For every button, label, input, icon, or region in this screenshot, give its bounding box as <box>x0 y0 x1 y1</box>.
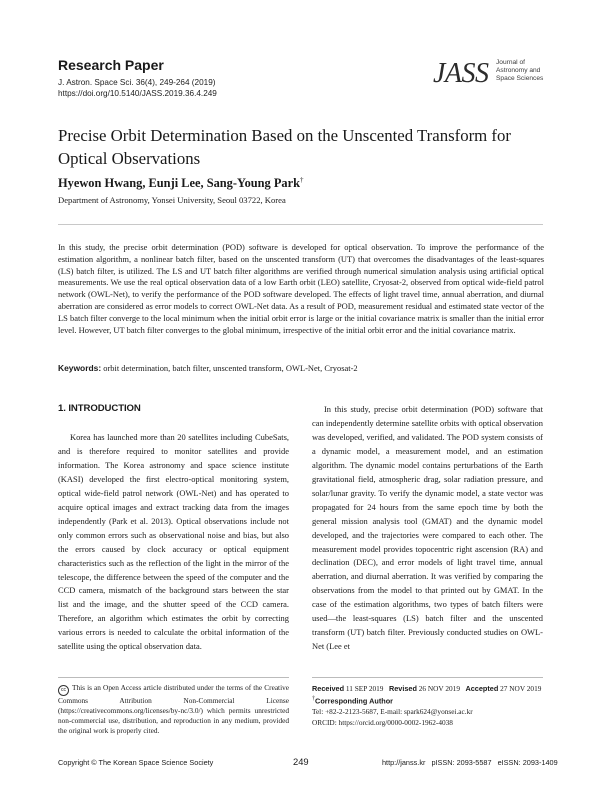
doi-link[interactable]: https://doi.org/10.5140/JASS.2019.36.4.249 <box>58 89 217 98</box>
jass-logo <box>433 58 553 94</box>
logo-mark: JASS <box>433 58 489 89</box>
history-dates <box>312 683 552 694</box>
accepted-date: 27 NOV 2019 <box>500 684 542 693</box>
body-column-left: Korea has launched more than 20 satellites including CubeSats, and is therefore required to monitor satellites and provide information. The Korea astronomy and space science institute (KASI) developed the first electro-optical monitoring system, optical wide-field patrol network (OWL-Net) and has operated to acquire optical images and extract tracking data from the images independently (Park et al. 2013). Optical observations include not only common errors such as observational noise and bias, but also the errors caused by clock accuracy or optical equipment characteristics such as the reflection of the light in the mirror of the telescope, the difference between the speed of the computer and the CCD camera, mismatch of the background stars between the star list and the image, and the shutter speed of the CCD camera. Therefore, an algorithm which estimates the orbit by correcting various errors is needed to calculate the orbital information of the satellite using the optical observation data. <box>58 432 289 652</box>
affiliation: Department of Astronomy, Yonsei University, Seoul 03722, Korea <box>58 195 286 205</box>
journal-citation: J. Astron. Space Sci. 36(4), 249-264 (2019) <box>58 78 216 87</box>
license-text: This is an Open Access article distributed under the terms of the Creative Commons Attribution Non-Commercial License (https://creativecommons.org/licenses/by-nc/3.0/) which permits unrestricted non-commercial use, distribution, and reproduction in any medium, provided the original work is properly cited. <box>58 683 289 735</box>
abstract: In this study, the precise orbit determination (POD) software is developed for optical observation. To improve the performance of the estimation algorithm, a nonlinear batch filter, based on the unscented transform (UT) that overcomes the disadvantages of the least-squares (LS) batch filter, is utilized. The LS and UT batch filter algorithms are verified through numerical simulation analysis using artificial optical measurements. We use the real optical observation data of a low Earth orbit (LEO) satellite, Cryosat-2, observed from optical wide-field patrol network (OWL-Net), to verify the performance of the POD software developed. The effects of light travel time, annual aberration, and diurnal aberration are considered as error models to correct OWL-Net data. As a result of POD, measurement residual and estimated state vector of the LS batch filter converge to the local minimum when the initial orbit error is large or the initial covariance matrix is smaller than the initial error level. However, UT batch filter converges to the global minimum, irrespective of the initial orbit error and the initial covariance matrix. <box>58 242 544 335</box>
article-type-label: Research Paper <box>58 57 164 73</box>
received-date: 11 SEP 2019 <box>345 684 384 693</box>
paper-title: Precise Orbit Determination Based on the Unscented Transform for Optical Observations <box>58 126 511 168</box>
journal-issn: http://janss.kr pISSN: 2093-5587 eISSN: 2093-1409 <box>382 758 558 767</box>
footnote-divider-right <box>312 677 543 678</box>
received-label: Received <box>312 684 345 693</box>
accepted-label: Accepted <box>465 684 499 693</box>
copyright-notice: Copyright © The Korean Space Science Society <box>58 758 214 767</box>
corresponding-author-label: Corresponding Author <box>315 696 394 706</box>
corresponding-mark: † <box>300 176 304 184</box>
contact-info: Tel: +82-2-2123-5687, E-mail: spark624@yonsei.ac.kr <box>312 707 473 717</box>
keywords <box>58 363 544 373</box>
header-divider <box>58 224 543 225</box>
author-list <box>58 176 304 191</box>
body-column-right: In this study, precise orbit determination (POD) software that can independently determine satellite orbits with optical observation was developed, verified, and validated. The POD system consists of a dynamic model, a measurement model, and an estimation algorithm. The dynamic model contains perturbations of the Earth gravitational field, atmospheric drag, solar radiation pressure, and solar/lunar gravity. To verify the dynamic model, a state vector was propagated for 24 hours from the same epoch time by both the general mission analysis tool (GMAT) and the dynamic model developed, and the trajectories were compared to each other. The measurement model provides topocentric right ascension (RA) and declination (DEC), and error models of light travel time, annual aberration, and diurnal aberration. It was verified by comparing the observations from the model to that printed out by GMAT. In the case of the estimation algorithms, two types of batch filters were used—the least-squares (LS) batch filter and the unscented transform (UT) batch filter. Previously conducted studies on OWL-Net (Lee et <box>312 404 543 652</box>
article-history <box>312 683 552 728</box>
logo-subtitle: Journal of Astronomy and Space Sciences <box>496 59 544 82</box>
corresponding-author-mark: † <box>312 696 316 702</box>
revised-date: 26 NOV 2019 <box>418 684 460 693</box>
orcid[interactable]: ORCID: https://orcid.org/0000-0002-1962-4038 <box>312 718 453 728</box>
revised-label: Revised <box>388 684 417 693</box>
corresponding-author <box>312 694 552 706</box>
section-heading-introduction: 1. INTRODUCTION <box>58 403 141 414</box>
keywords-text: orbit determination, batch filter, unscented transform, OWL-Net, Cryosat-2 <box>103 363 358 373</box>
cc-icon: cc <box>58 685 69 696</box>
license-note <box>58 683 289 736</box>
page-number: 249 <box>293 756 309 767</box>
footnote-divider-left <box>58 677 289 678</box>
citation-block <box>58 77 217 99</box>
authors-text: Hyewon Hwang, Eunji Lee, Sang-Young Park <box>58 176 300 191</box>
keywords-label: Keywords: <box>58 363 102 373</box>
